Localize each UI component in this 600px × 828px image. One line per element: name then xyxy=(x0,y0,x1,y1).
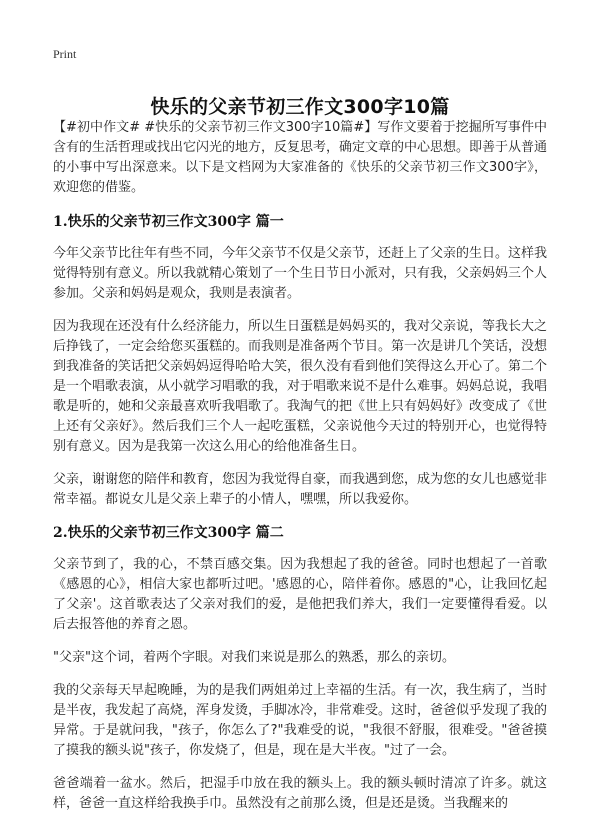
section-1-paragraph-3: 父亲，谢谢您的陪伴和教育，您因为我觉得自豪，而我遇到您，成为您的女儿也感觉非常幸福。都说女儿是父亲上辈子的小情人，嘿嘿，所以我爱你。 xyxy=(53,472,548,507)
section-2-paragraph-2: "父亲"这个词，着两个字眼。对我们来说是那么的熟悉，那么的亲切。 xyxy=(53,650,455,665)
section-1-paragraph-1: 今年父亲节比往年有些不同，今年父亲节不仅是父亲节，还赶上了父亲的生日。这样我觉得特别有意义。所以我就精心策划了一个生日节日小派对，只有我，父亲妈妈三个人参加。父亲和妈妈是观众，我则是表演者。 xyxy=(53,246,548,301)
section-2-paragraph-3: 我的父亲每天早起晚睡，为的是我们两姐弟过上幸福的生活。有一次，我生病了，当时是半夜，我发起了高烧，浑身发烫，手脚冰冷，非常难受。这时，爸爸似乎发现了我的异常。于是就问我，"孩子，你怎么了?"我难受的说，"我很不舒服，很难受。"爸爸摸了摸我的额头说"孩子，你发烧了，但是，现在是大半夜。"过了一会。 xyxy=(53,683,548,758)
article-body xyxy=(53,118,547,827)
section-1-heading: 1.快乐的父亲节初三作文300字 篇一 xyxy=(53,214,284,230)
section-1-paragraph-2: 因为我现在还没有什么经济能力，所以生日蛋糕是妈妈买的，我对父亲说，等我长大之后挣钱了，一定会给您买蛋糕的。而我则是准备两个节目。第一次是讲几个笑话，没想到我准备的笑话把父亲妈妈逗得哈哈大笑，很久没有看到他们笑得这么开心了。第二个是一个唱歌表演，从小就学习唱歌的我，对于唱歌来说不是什么难事。妈妈总说，我唱歌是听的，她和父亲最喜欢听我唱歌了。我淘气的把《世上只有妈妈好》改变成了《世上还有父亲好》。然后我们三个人一起吃蛋糕，父亲说他今天过的特别开心，也觉得特别有意义。因为是我第一次这么用心的给他准备生日。 xyxy=(53,319,548,454)
page-title: 快乐的父亲节初三作文300字10篇 xyxy=(150,95,450,118)
intro-paragraph: 【#初中作文# #快乐的父亲节初三作文300字10篇#】写作文要着于挖掘所写事件中含有的生活哲理或找出它闪光的地方，反复思考，确定文章的中心思想。即善于从普通的小事中写出深意来。以下是文档网为大家准备的《快乐的父亲节初三作文300字》，欢迎您的借鉴。 xyxy=(53,120,548,195)
section-2-paragraph-4: 爸爸端着一盆水。然后，把湿手巾放在我的额头上。我的额头顿时清凉了许多。就这样，爸爸一直这样给我换手巾。虽然没有之前那么烫，但是还是烫。当我醒来的 xyxy=(53,776,547,811)
section-2-heading: 2.快乐的父亲节初三作文300字 篇二 xyxy=(53,525,284,541)
section-2-paragraph-1: 父亲节到了，我的心，不禁百感交集。因为我想起了我的爸爸。同时也想起了一首歌《感恩的心》，相信大家也都听过吧。'感恩的心，陪伴着你。感恩的"心，让我回忆起了父亲'。这首歌表达了父亲对我们的爱，是他把我们养大，我们一定要懂得看爱。以后去报答他的养育之恩。 xyxy=(53,557,547,632)
print-link[interactable]: Print xyxy=(53,47,77,61)
